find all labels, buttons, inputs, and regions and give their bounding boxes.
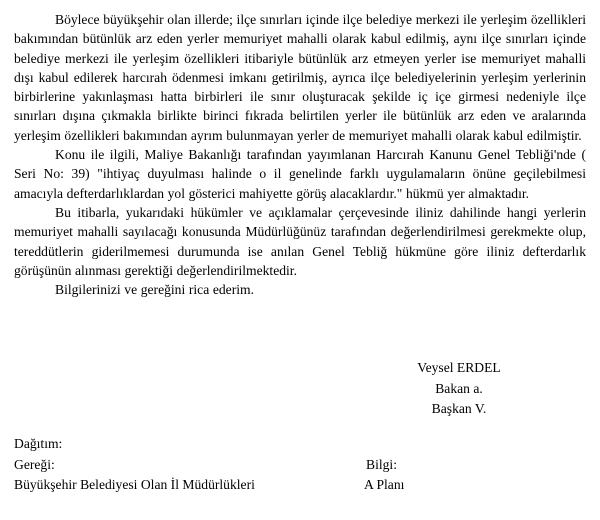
signatory-name: Veysel ERDEL <box>417 360 501 375</box>
paragraph-3: Bu itibarla, yukarıdaki hükümler ve açıklamalar çerçevesinde iliniz dahilinde hangi yerlerin memuriyet mahalli sayılacağı konusunda Müdürlüğünüz tarafından değerlendirilmesi gerekmekte olup, tereddütlerin giderilmemesi durumunda ise anılan Genel Tebliğ hükmüne göre iliniz defterdarlık görüşünün alınması gerektiği değerlendirilmektedir. <box>14 204 586 278</box>
signature-block <box>369 358 549 420</box>
distribution-right-header: Bilgi: <box>366 456 397 472</box>
signatory-title-line-2: Başkan V. <box>431 401 487 416</box>
paragraph-1: Böylece büyükşehir olan illerde; ilçe sınırları içinde ilçe belediye merkezi ile yerleşim özellikleri bakımından bütünlük arz eden yerler memuriyet mahalli olarak kabul edilmiş, aynı ilçe sınırları içinde belediye merkezi ile yerleşim özellikleri itibariyle bütünlük arz etmeyen yerler ise memuriyet mahalli dışı kabul edilerek harcırah ödenmesi imkanı getirilmiş, ayrıca ilçe belediyelerinin yerleşim yerlerinin birbirlerine yakınlaşması hatta birbirleri ile sınır oluşturacak şekilde iç içe girmesi nedeniyle ilçe sınırları dışına çıkmakla birlikte birinci fıkrada belirtilen yerler ile bütünlük arz eden ve aralarında yerleşim özellikleri bakımından ayrım bulunmayan yerler de memuriyet mahalli olarak kabul edilmiştir. <box>14 12 586 143</box>
distribution-header-row <box>14 455 586 476</box>
distribution-left-header: Gereği: <box>14 456 55 472</box>
distribution-left-value: Büyükşehir Belediyesi Olan İl Müdürlükleri <box>14 477 255 493</box>
distribution-right-value: A Planı <box>364 477 405 493</box>
distribution-heading: Dağıtım: <box>14 436 63 451</box>
paragraph-2: Konu ile ilgili, Maliye Bakanlığı tarafından yayımlanan Harcırah Kanunu Genel Tebliği'nde ( Seri No: 39) "ihtiyaç duyulması halinde o il genelinde farklı uygulamaların önüne geçilebilmesi amacıyla defterdarlıklardan yol gösterici mahiyette görüş alacaklardır." hükmü yer almaktadır. <box>14 147 586 201</box>
document-body <box>14 10 586 299</box>
closing-sentence: Bilgilerinizi ve gereğini rica ederim. <box>55 282 254 298</box>
signatory-title-line-1: Bakan a. <box>435 380 483 396</box>
distribution-value-row <box>14 475 586 496</box>
distribution-block <box>14 434 586 496</box>
